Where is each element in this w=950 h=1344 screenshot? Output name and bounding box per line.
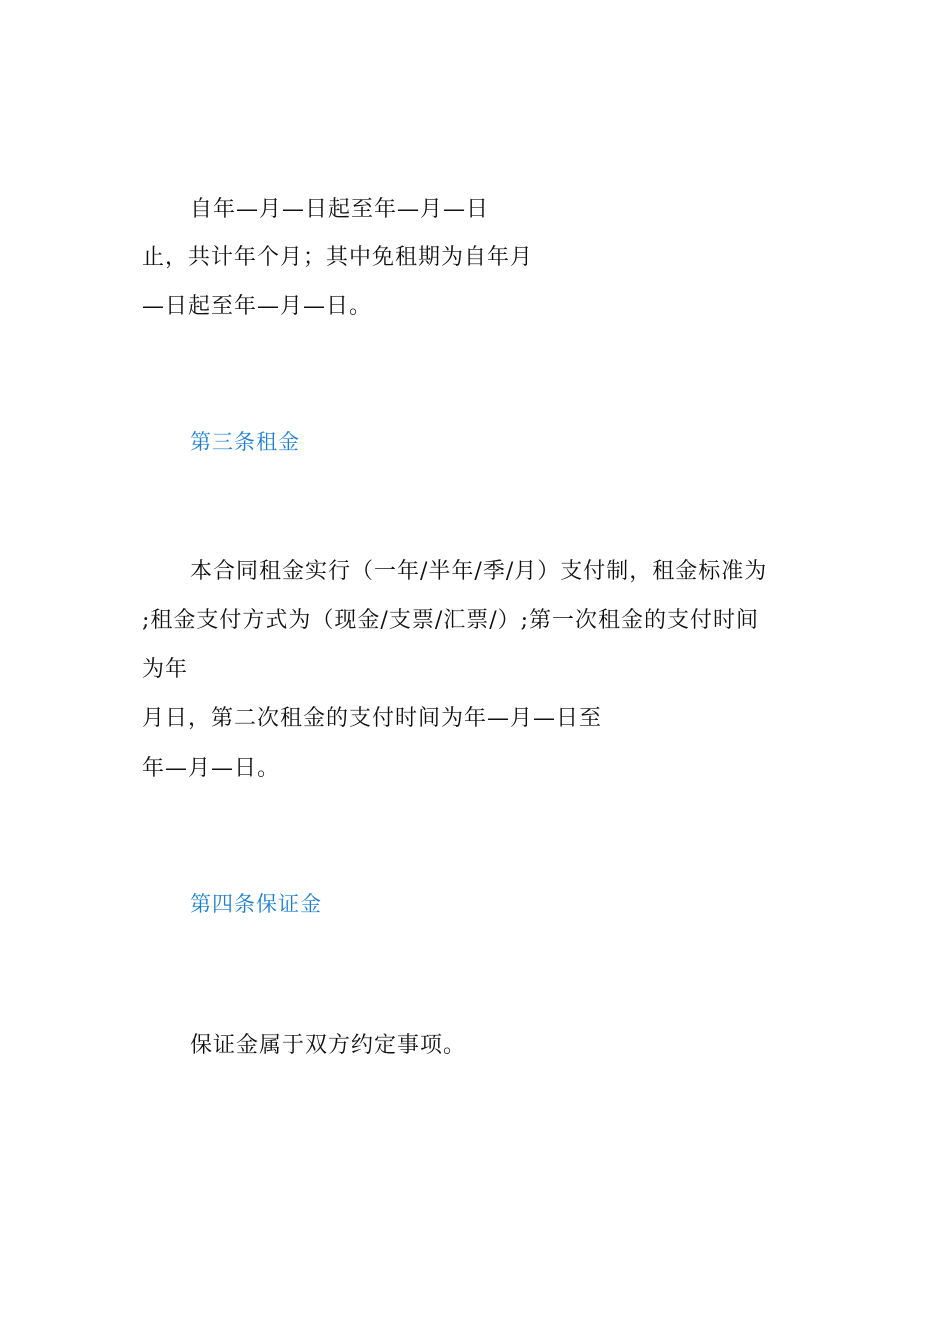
paragraph-line: 保证金属于双方约定事项。 (190, 1033, 467, 1058)
paragraph-line: —日起至年—月—日。 (142, 294, 373, 319)
paragraph-line: 止，共计年个月；其中免租期为自年月 (142, 245, 534, 270)
paragraph-line: 月日，第二次租金的支付时间为年—月—日至 (142, 706, 603, 731)
paragraph-line: 年—月—日。 (142, 756, 281, 781)
paragraph-line: 本合同租金实行（一年/半年/季/月）支付制，租金标准为 (190, 559, 768, 584)
paragraph-line: ;租金支付方式为（现金/支票/汇票/）;第一次租金的支付时间 (142, 608, 760, 633)
section-heading-deposit: 第四条保证金 (190, 892, 322, 916)
section-heading-rent: 第三条租金 (190, 430, 300, 454)
paragraph-line: 为年 (142, 657, 189, 682)
paragraph-line: 自年—月—日起至年—月—日 (190, 197, 490, 222)
